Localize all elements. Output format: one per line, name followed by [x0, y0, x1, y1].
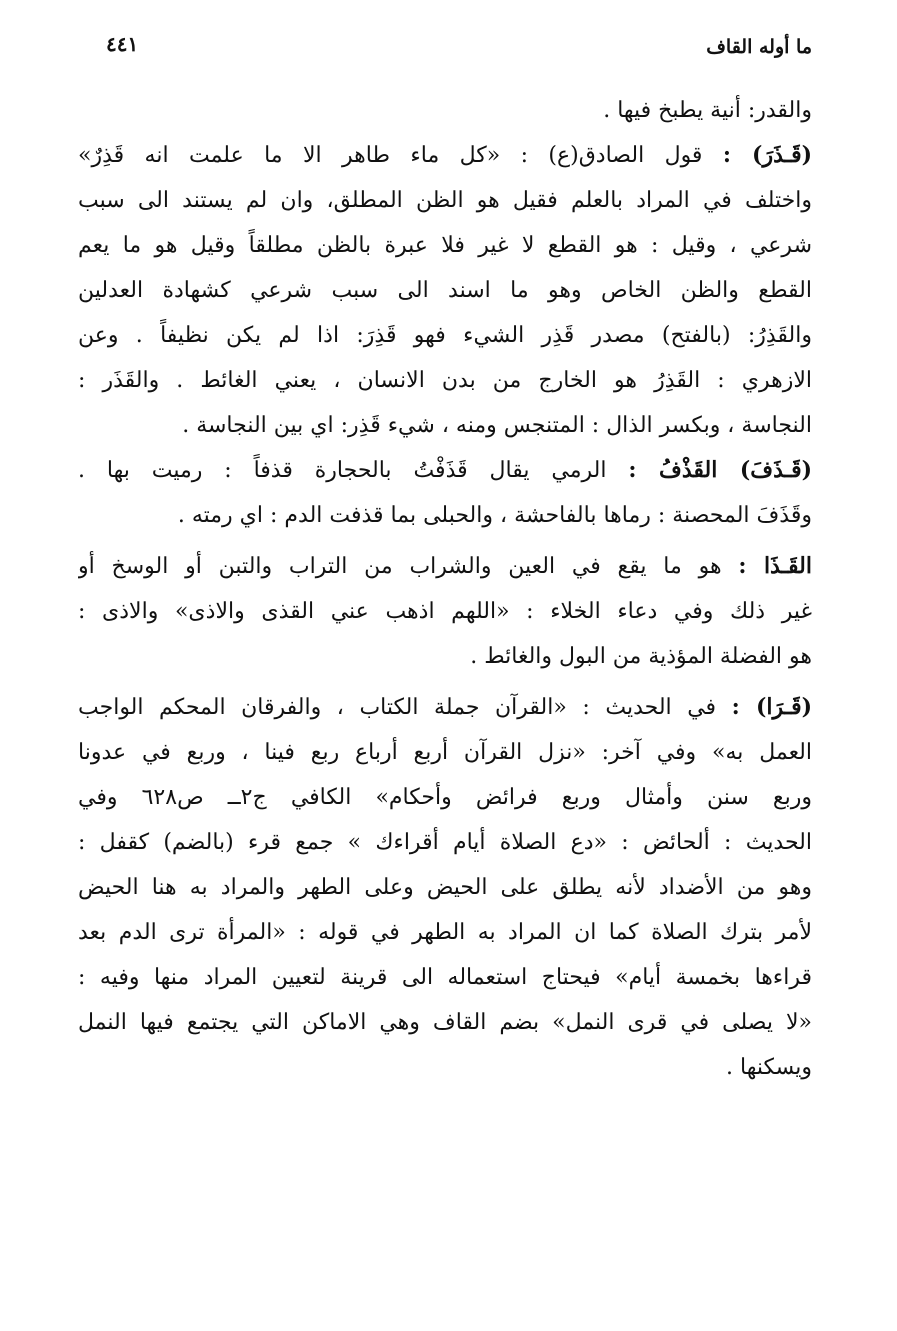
text-line: [78, 133, 812, 178]
line-text: في الحديث : «القرآن جملة الكتاب ، والفرقان المحكم الواجب: [78, 695, 732, 720]
line-text: قول الصادق(ع) : «كل ماء طاهر الا ما علمت انه قَذِرٌ»: [78, 143, 723, 168]
line-text: واختلف في المراد بالعلم فقيل هو الظن المطلق، وان لم يستند الى سبب: [78, 188, 812, 213]
book-page: [78, 0, 812, 1331]
line-text: النجاسة ، وبكسر الذال : المتنجس ومنه ، شيء قَذِر: اي بين النجاسة .: [182, 413, 812, 438]
text-line: [78, 403, 812, 448]
page-number: ٤٤١: [106, 32, 139, 56]
dictionary-text: [78, 88, 812, 1090]
entry-headword: (قَـذَرَ) :: [722, 142, 812, 168]
text-line: [78, 268, 812, 313]
text-line: [78, 634, 812, 679]
line-text: غير ذلك وفي دعاء الخلاء : «اللهم اذهب عني القذى والاذى» والاذى :: [78, 599, 812, 624]
text-line: [78, 865, 812, 910]
line-text: والقَذِرُ: (بالفتح) مصدر قَذِر الشيء فهو قَذِرَ: اذا لم يكن نظيفاً . وعن: [78, 323, 812, 348]
text-line: [78, 544, 812, 589]
text-line: [78, 493, 812, 538]
entry-headword: (قَـذَفَ) القَذْفُ :: [628, 457, 812, 483]
line-text: القطع والظن الخاص وهو ما اسند الى سبب شرعي كشهادة العدلين: [78, 278, 812, 303]
line-text: قراءها بخمسة أيام» فيحتاج استعماله الى قرينة لتعيين المراد منها وفيه :: [78, 965, 812, 990]
entry-headword: القَـذَا :: [738, 553, 812, 579]
entry-headword: (قَـرَا) :: [731, 694, 812, 720]
text-line: [78, 955, 812, 1000]
text-line: [78, 910, 812, 955]
line-text: لأمر بترك الصلاة كما ان المراد به الطهر في قوله : «المرأة ترى الدم بعد: [78, 920, 812, 945]
line-text: والقدر: أنية يطبخ فيها .: [603, 98, 812, 123]
line-text: وربع سنن وأمثال وربع فرائض وأحكام» الكافي ج٢ــ ص٦٢٨ وفي: [78, 785, 812, 810]
line-text: وقَذَفَ المحصنة : رماها بالفاحشة ، والحبلى بما قذفت الدم : اي رمته .: [177, 503, 812, 528]
text-line: [78, 1045, 812, 1090]
text-line: [78, 589, 812, 634]
text-line: [78, 448, 812, 493]
line-text: ويسكنها .: [726, 1055, 812, 1080]
text-line: [78, 685, 812, 730]
text-line: [78, 178, 812, 223]
line-text: وهو من الأضداد لأنه يطلق على الحيض وعلى الطهر والمراد به هنا الحيض: [78, 875, 812, 900]
page-header: [78, 28, 812, 68]
line-text: شرعي ، وقيل : هو القطع لا غير فلا عبرة بالظن مطلقاً وقيل هو ما يعم: [78, 233, 812, 258]
line-text: هو الفضلة المؤذية من البول والغائط .: [470, 644, 812, 669]
running-title: ما أوله القاف: [706, 36, 812, 58]
text-line: [78, 730, 812, 775]
text-line: [78, 223, 812, 268]
text-line: [78, 358, 812, 403]
text-line: [78, 1000, 812, 1045]
line-text: الحديث : ألحائض : «دع الصلاة أيام أقراءك » جمع قرء (بالضم) كقفل :: [78, 830, 812, 855]
line-text: «لا يصلى في قرى النمل» بضم القاف وهي الاماكن التي يجتمع فيها النمل: [78, 1010, 812, 1035]
text-line: [78, 313, 812, 358]
line-text: الازهري : القَذِرُ هو الخارج من بدن الانسان ، يعني الغائط . والقَذَر :: [78, 368, 812, 393]
line-text: هو ما يقع في العين والشراب من التراب والتبن أو الوسخ أو: [78, 554, 739, 579]
line-text: الرمي يقال قَذَفْتُ بالحجارة قذفاً : رميت بها .: [78, 458, 629, 483]
text-line: [78, 775, 812, 820]
text-line: [78, 820, 812, 865]
text-line: [78, 88, 812, 133]
line-text: العمل به» وفي آخر: «نزل القرآن أربع أرباع ربع فينا ، وربع في عدونا: [78, 740, 812, 765]
